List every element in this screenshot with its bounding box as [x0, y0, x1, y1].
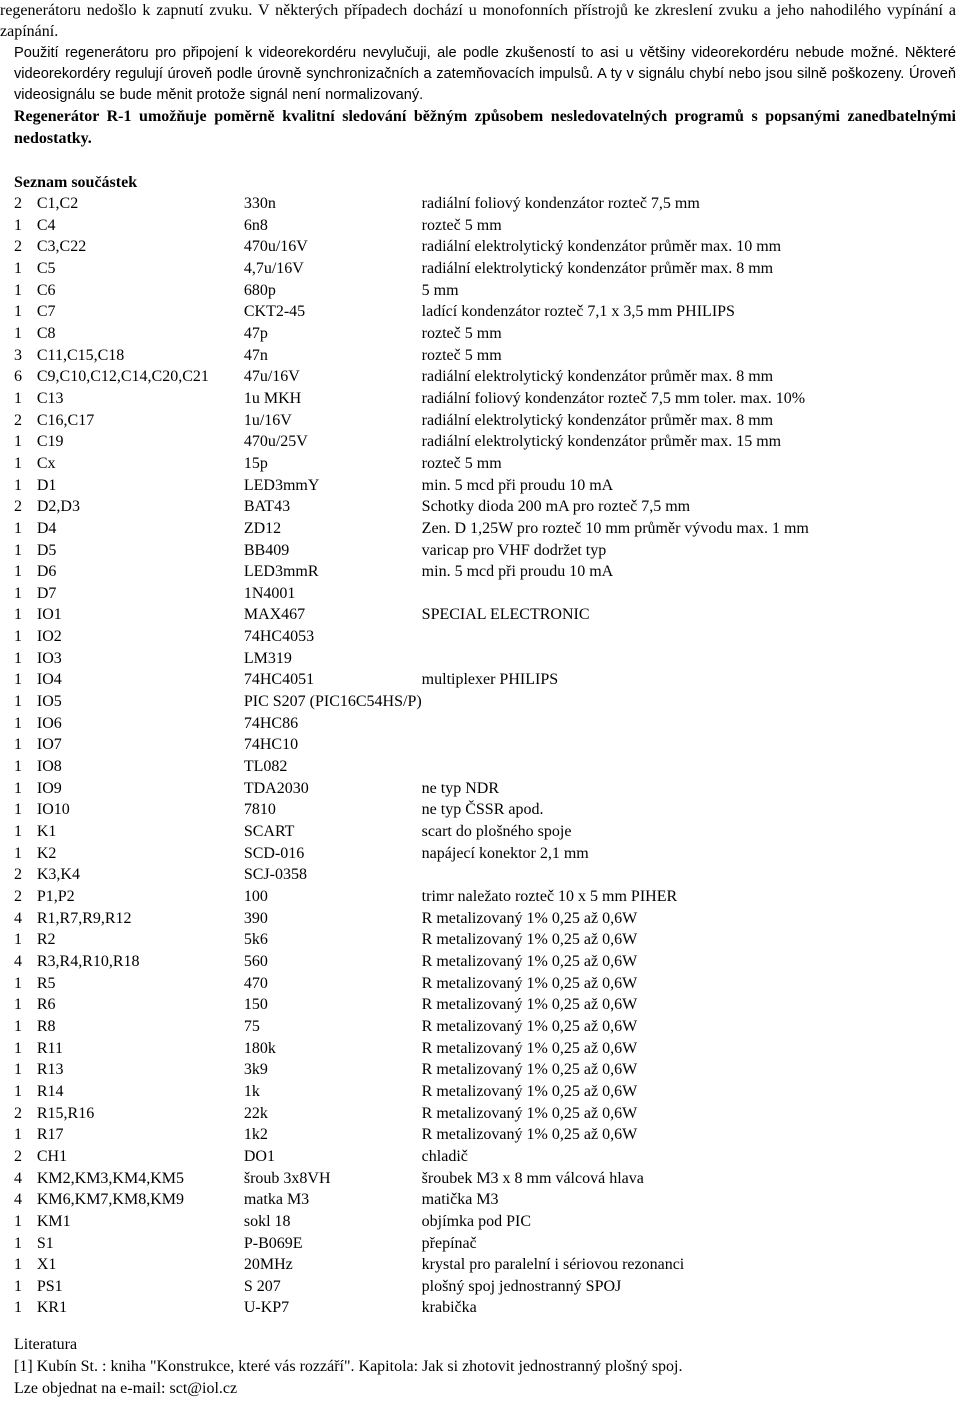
- quantity-cell: 1: [14, 1234, 22, 1252]
- quantity-cell: 4: [14, 1169, 22, 1187]
- table-row: [0, 1081, 960, 1103]
- designator-cell: C9,C10,C12,C14,C20,C21: [36, 368, 209, 386]
- value-cell: matka M3: [243, 1191, 310, 1209]
- note-cell: R metalizovaný 1% 0,25 až 0,6W: [421, 952, 638, 970]
- designator-cell: R11: [36, 1039, 63, 1057]
- quantity-cell: 1: [14, 714, 22, 732]
- designator-cell: R1,R7,R9,R12: [36, 909, 132, 927]
- intro-paragraph-3: Regenerátor R-1 umožňuje poměrně kvalitní sledování běžným způsobem nesledovatelných programů s popsanými zanedbatelnými nedostatky.: [14, 108, 956, 148]
- note-cell: R metalizovaný 1% 0,25 až 0,6W: [421, 974, 638, 992]
- note-cell: [422, 626, 960, 648]
- note-cell: [422, 734, 960, 756]
- table-row: [0, 1059, 960, 1081]
- value-cell: P-B069E: [243, 1234, 303, 1252]
- quantity-cell: 4: [14, 909, 22, 927]
- note-cell: [422, 583, 960, 605]
- note-cell: radiální foliový kondenzátor rozteč 7,5 mm: [421, 195, 700, 212]
- note-cell: SPECIAL ELECTRONIC: [421, 606, 590, 624]
- table-row: [0, 908, 960, 930]
- value-cell: TDA2030: [243, 779, 309, 797]
- note-cell: radiální elektrolytický kondenzátor průměr max. 8 mm: [421, 411, 774, 429]
- designator-cell: IO3: [36, 649, 62, 667]
- quantity-cell: 2: [14, 238, 22, 256]
- designator-cell: R15,R16: [36, 1104, 95, 1122]
- table-row: [0, 734, 960, 756]
- note-cell: R metalizovaný 1% 0,25 až 0,6W: [421, 1017, 638, 1035]
- note-cell: R metalizovaný 1% 0,25 až 0,6W: [421, 909, 638, 927]
- value-cell: 390: [243, 909, 268, 927]
- table-row: [0, 453, 960, 475]
- quantity-cell: 1: [14, 1256, 22, 1274]
- designator-cell: IO4: [36, 671, 62, 689]
- quantity-cell: 1: [14, 563, 22, 581]
- table-row: [0, 301, 960, 323]
- value-cell: SCJ-0358: [243, 866, 307, 884]
- value-cell: 470u/16V: [243, 238, 308, 256]
- value-cell: LM319: [243, 649, 292, 667]
- designator-cell: KM2,KM3,KM4,KM5: [36, 1169, 184, 1187]
- value-cell: sokl 18: [243, 1212, 291, 1230]
- designator-cell: C4: [36, 216, 56, 234]
- value-cell: 4,7u/16V: [243, 259, 304, 277]
- value-cell: 560: [243, 952, 268, 970]
- value-cell: S 207: [243, 1277, 281, 1295]
- designator-cell: KR1: [36, 1299, 68, 1317]
- designator-cell: C11,C15,C18: [36, 346, 125, 364]
- table-row: [0, 886, 960, 908]
- value-cell: 330n: [243, 195, 276, 212]
- quantity-cell: 1: [14, 736, 22, 754]
- designator-cell: C13: [36, 389, 64, 407]
- value-cell: SCART: [243, 823, 295, 841]
- quantity-cell: 4: [14, 952, 22, 970]
- note-cell: rozteč 5 mm: [421, 324, 502, 342]
- note-cell: Zen. D 1,25W pro rozteč 10 mm průměr vývodu max. 1 mm: [421, 519, 809, 537]
- designator-cell: R5: [36, 974, 56, 992]
- table-row: [0, 691, 960, 713]
- note-cell: [422, 648, 960, 670]
- table-row: [0, 236, 960, 258]
- designator-cell: R3,R4,R10,R18: [36, 952, 140, 970]
- value-cell: PIC S207 (PIC16C54HS/P): [243, 693, 422, 711]
- quantity-cell: 1: [14, 671, 22, 689]
- note-cell: krystal pro paralelní i sériovou rezonanci: [421, 1256, 685, 1274]
- quantity-cell: 1: [14, 1212, 22, 1230]
- designator-cell: IO6: [36, 714, 62, 732]
- note-cell: min. 5 mcd při proudu 10 mA: [421, 476, 614, 494]
- table-row: [0, 388, 960, 410]
- table-row: [0, 756, 960, 778]
- quantity-cell: 4: [14, 1191, 22, 1209]
- table-row: [0, 1103, 960, 1125]
- note-cell: R metalizovaný 1% 0,25 až 0,6W: [421, 996, 638, 1014]
- table-row: [0, 669, 960, 691]
- value-cell: 100: [243, 888, 268, 905]
- quantity-cell: 1: [14, 693, 22, 711]
- note-cell: [422, 691, 960, 713]
- table-row: [0, 518, 960, 540]
- value-cell: BAT43: [243, 498, 291, 516]
- literature-reference: [1] Kubín St. : kniha "Konstrukce, které vás rozzáří". Kapitola: Jak si zhotovit jednostranný plošný spoj.: [14, 1358, 683, 1375]
- quantity-cell: 1: [14, 389, 22, 407]
- quantity-cell: 1: [14, 779, 22, 797]
- quantity-cell: 1: [14, 1082, 22, 1100]
- quantity-cell: 1: [14, 931, 22, 949]
- note-cell: šroubek M3 x 8 mm válcová hlava: [421, 1169, 644, 1187]
- quantity-cell: 1: [14, 1039, 22, 1057]
- table-row: [0, 713, 960, 735]
- literature-order-note: Lze objednat na e-mail: sct@iol.cz: [14, 1380, 238, 1397]
- designator-cell: KM6,KM7,KM8,KM9: [36, 1191, 184, 1209]
- value-cell: 470u/25V: [243, 433, 308, 451]
- designator-cell: K1: [36, 823, 57, 841]
- quantity-cell: 1: [14, 1017, 22, 1035]
- note-cell: Schotky dioda 200 mA pro rozteč 7,5 mm: [421, 498, 691, 516]
- note-cell: radiální elektrolytický kondenzátor průměr max. 8 mm: [421, 259, 774, 277]
- designator-cell: R8: [36, 1017, 56, 1035]
- table-row: [0, 561, 960, 583]
- value-cell: 1k: [243, 1082, 260, 1100]
- table-row: [0, 648, 960, 670]
- note-cell: trimr naležato rozteč 10 x 5 mm PIHER: [421, 888, 678, 905]
- designator-cell: IO10: [36, 801, 70, 819]
- designator-cell: R14: [36, 1082, 64, 1100]
- designator-cell: C8: [36, 324, 56, 342]
- quantity-cell: 2: [14, 1147, 22, 1165]
- table-row: [0, 973, 960, 995]
- quantity-cell: 6: [14, 368, 22, 386]
- quantity-cell: 1: [14, 974, 22, 992]
- parts-list-title: Seznam součástek: [14, 174, 138, 191]
- note-cell: radiální foliový kondenzátor rozteč 7,5 mm toler. max. 10%: [421, 389, 806, 407]
- designator-cell: C6: [36, 281, 56, 299]
- value-cell: LED3mmY: [243, 476, 320, 494]
- quantity-cell: 1: [14, 259, 22, 277]
- quantity-cell: 1: [14, 1061, 22, 1079]
- note-cell: rozteč 5 mm: [421, 346, 502, 364]
- quantity-cell: 1: [14, 844, 22, 862]
- quantity-cell: 1: [14, 1277, 22, 1295]
- quantity-cell: 2: [14, 195, 22, 212]
- designator-cell: PS1: [36, 1277, 63, 1295]
- note-cell: radiální elektrolytický kondenzátor průměr max. 8 mm: [421, 368, 774, 386]
- designator-cell: C16,C17: [36, 411, 95, 429]
- designator-cell: C1,C2: [36, 195, 79, 212]
- designator-cell: C5: [36, 259, 56, 277]
- table-row: [0, 1124, 960, 1146]
- note-cell: R metalizovaný 1% 0,25 až 0,6W: [421, 1082, 638, 1100]
- quantity-cell: 1: [14, 324, 22, 342]
- quantity-cell: 1: [14, 801, 22, 819]
- value-cell: 47u/16V: [243, 368, 300, 386]
- table-row: [0, 475, 960, 497]
- value-cell: TL082: [243, 758, 288, 776]
- value-cell: 74HC4051: [243, 671, 315, 689]
- table-row: [0, 604, 960, 626]
- designator-cell: S1: [36, 1234, 54, 1252]
- note-cell: R metalizovaný 1% 0,25 až 0,6W: [421, 1039, 638, 1057]
- value-cell: SCD-016: [243, 844, 305, 862]
- literature-section: [14, 1334, 683, 1400]
- quantity-cell: 1: [14, 216, 22, 234]
- quantity-cell: 2: [14, 866, 22, 884]
- note-cell: napájecí konektor 2,1 mm: [421, 844, 589, 862]
- intro-section: [0, 0, 956, 150]
- value-cell: 20MHz: [243, 1256, 293, 1274]
- value-cell: 74HC4053: [243, 628, 315, 646]
- value-cell: 1k2: [243, 1126, 268, 1144]
- value-cell: LED3mmR: [243, 563, 319, 581]
- table-row: [0, 1297, 960, 1319]
- value-cell: MAX467: [243, 606, 306, 624]
- designator-cell: R13: [36, 1061, 64, 1079]
- parts-table: [0, 193, 960, 1319]
- quantity-cell: 1: [14, 454, 22, 472]
- value-cell: 5k6: [243, 931, 268, 949]
- designator-cell: K3,K4: [36, 866, 80, 884]
- value-cell: šroub 3x8VH: [243, 1169, 331, 1187]
- note-cell: radiální elektrolytický kondenzátor průměr max. 15 mm: [421, 433, 782, 451]
- quantity-cell: 1: [14, 541, 22, 559]
- designator-cell: D4: [36, 519, 57, 537]
- quantity-cell: 1: [14, 303, 22, 321]
- literature-title: Literatura: [14, 1336, 78, 1353]
- note-cell: [422, 756, 960, 778]
- designator-cell: P1,P2: [36, 888, 75, 905]
- note-cell: plošný spoj jednostranný SPOJ: [421, 1277, 622, 1295]
- table-row: [0, 1038, 960, 1060]
- table-row: [0, 258, 960, 280]
- designator-cell: D5: [36, 541, 57, 559]
- quantity-cell: 2: [14, 888, 22, 905]
- designator-cell: Cx: [36, 454, 56, 472]
- designator-cell: CH1: [36, 1147, 68, 1165]
- designator-cell: KM1: [36, 1212, 71, 1230]
- value-cell: DO1: [243, 1147, 275, 1165]
- table-row: [0, 778, 960, 800]
- quantity-cell: 1: [14, 996, 22, 1014]
- note-cell: R metalizovaný 1% 0,25 až 0,6W: [421, 1104, 638, 1122]
- note-cell: 5 mm: [421, 281, 459, 299]
- note-cell: radiální elektrolytický kondenzátor průměr max. 10 mm: [421, 238, 782, 256]
- quantity-cell: 1: [14, 476, 22, 494]
- table-row: [0, 366, 960, 388]
- note-cell: R metalizovaný 1% 0,25 až 0,6W: [421, 1126, 638, 1144]
- intro-paragraph-2-text: Použití regenerátoru pro připojení k videorekordéru nevylučuji, ale podle zkušeností to asi u většiny videorekordéru nebude možné. Některé videorekordéry regulují úroveň podle úrovně synchronizačních a zatemňovacích impulsů. A ty v signálu chybí nebo jsou silně poškozeny.: [14, 44, 956, 82]
- quantity-cell: 3: [14, 346, 22, 364]
- table-row: [0, 843, 960, 865]
- table-row: [0, 994, 960, 1016]
- value-cell: 1N4001: [243, 584, 296, 602]
- table-row: [0, 1168, 960, 1190]
- table-row: [0, 799, 960, 821]
- quantity-cell: 1: [14, 1126, 22, 1144]
- note-cell: varicap pro VHF dodržet typ: [421, 541, 607, 559]
- note-cell: [422, 713, 960, 735]
- designator-cell: IO2: [36, 628, 62, 646]
- note-cell: R metalizovaný 1% 0,25 až 0,6W: [421, 931, 638, 949]
- table-row: [0, 951, 960, 973]
- quantity-cell: 1: [14, 823, 22, 841]
- designator-cell: R2: [36, 931, 56, 949]
- quantity-cell: 2: [14, 411, 22, 429]
- value-cell: 150: [243, 996, 268, 1014]
- note-cell: ne typ NDR: [421, 779, 499, 797]
- value-cell: 3k9: [243, 1061, 268, 1079]
- value-cell: CKT2-45: [243, 303, 306, 321]
- designator-cell: IO5: [36, 693, 62, 711]
- table-row: [0, 280, 960, 302]
- intro-paragraph-2-cont: Úroveň videosignálu se bude měnit protože signál není normalizovaný.: [14, 65, 956, 104]
- value-cell: 7810: [243, 801, 276, 819]
- value-cell: 15p: [243, 454, 268, 472]
- table-row: [0, 583, 960, 605]
- quantity-cell: 1: [14, 1299, 22, 1317]
- note-cell: chladič: [421, 1147, 468, 1165]
- table-row: [0, 1016, 960, 1038]
- table-row: [0, 540, 960, 562]
- intro-paragraph-1: regenerátoru nedošlo k zapnutí zvuku. V některých případech dochází u monofonních přístrojů ke zkreslení zvuku a jeho nahodilého vypínání a zapínání.: [0, 2, 956, 41]
- quantity-cell: 1: [14, 433, 22, 451]
- note-cell: min. 5 mcd při proudu 10 mA: [421, 563, 614, 581]
- table-row: [0, 1211, 960, 1233]
- value-cell: 680p: [243, 281, 276, 299]
- value-cell: 470: [243, 974, 268, 992]
- designator-cell: K2: [36, 844, 57, 862]
- table-row: [0, 215, 960, 237]
- table-row: [0, 1189, 960, 1211]
- quantity-cell: 1: [14, 281, 22, 299]
- value-cell: 22k: [243, 1104, 268, 1122]
- designator-cell: R17: [36, 1126, 64, 1144]
- table-row: [0, 929, 960, 951]
- table-row: [0, 193, 960, 215]
- designator-cell: R6: [36, 996, 56, 1014]
- designator-cell: D2,D3: [36, 498, 80, 516]
- designator-cell: IO1: [36, 606, 62, 624]
- table-row: [0, 323, 960, 345]
- designator-cell: IO8: [36, 758, 62, 776]
- designator-cell: D1: [36, 476, 57, 494]
- note-cell: objímka pod PIC: [421, 1212, 532, 1230]
- designator-cell: C3,C22: [36, 238, 87, 256]
- value-cell: 1u/16V: [243, 411, 292, 429]
- quantity-cell: 1: [14, 584, 22, 602]
- note-cell: [422, 864, 960, 886]
- parts-table-body: [0, 193, 960, 1319]
- value-cell: 75: [243, 1017, 260, 1035]
- quantity-cell: 2: [14, 1104, 22, 1122]
- quantity-cell: 1: [14, 649, 22, 667]
- designator-cell: C19: [36, 433, 64, 451]
- value-cell: 1u MKH: [243, 389, 302, 407]
- designator-cell: X1: [36, 1256, 57, 1274]
- table-row: [0, 496, 960, 518]
- designator-cell: IO7: [36, 736, 62, 754]
- note-cell: matička M3: [421, 1191, 499, 1209]
- note-cell: rozteč 5 mm: [421, 454, 502, 472]
- quantity-cell: 1: [14, 628, 22, 646]
- designator-cell: D6: [36, 563, 57, 581]
- table-row: [0, 1276, 960, 1298]
- note-cell: R metalizovaný 1% 0,25 až 0,6W: [421, 1061, 638, 1079]
- quantity-cell: 2: [14, 498, 22, 516]
- quantity-cell: 1: [14, 606, 22, 624]
- note-cell: multiplexer PHILIPS: [421, 671, 559, 689]
- value-cell: 180k: [243, 1039, 276, 1057]
- value-cell: 74HC10: [243, 736, 299, 754]
- table-row: [0, 1233, 960, 1255]
- note-cell: scart do plošného spoje: [421, 823, 572, 841]
- note-cell: krabička: [421, 1299, 477, 1317]
- table-row: [0, 1254, 960, 1276]
- value-cell: 6n8: [243, 216, 268, 234]
- table-row: [0, 626, 960, 648]
- designator-cell: D7: [36, 584, 57, 602]
- table-row: [0, 1146, 960, 1168]
- designator-cell: C7: [36, 303, 56, 321]
- table-row: [0, 821, 960, 843]
- note-cell: ladící kondenzátor rozteč 7,1 x 3,5 mm PHILIPS: [421, 303, 735, 321]
- note-cell: ne typ ČSSR apod.: [421, 801, 544, 819]
- table-row: [0, 345, 960, 367]
- note-cell: rozteč 5 mm: [421, 216, 502, 234]
- table-row: [0, 431, 960, 453]
- value-cell: ZD12: [243, 519, 282, 537]
- intro-paragraph-2: [0, 43, 956, 107]
- quantity-cell: 1: [14, 758, 22, 776]
- value-cell: BB409: [243, 541, 290, 559]
- quantity-cell: 1: [14, 519, 22, 537]
- designator-cell: IO9: [36, 779, 62, 797]
- value-cell: U-KP7: [243, 1299, 290, 1317]
- table-row: [0, 410, 960, 432]
- table-row: [0, 864, 960, 886]
- value-cell: 47n: [243, 346, 268, 364]
- note-cell: přepínač: [421, 1234, 477, 1252]
- value-cell: 74HC86: [243, 714, 299, 732]
- value-cell: 47p: [243, 324, 268, 342]
